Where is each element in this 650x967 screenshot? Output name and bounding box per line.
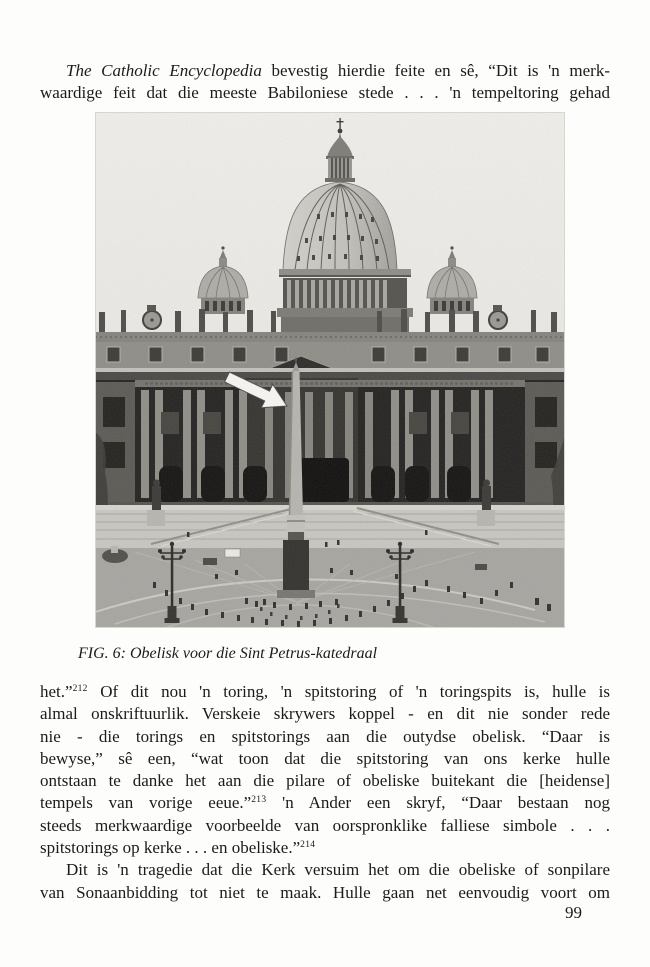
text-line: [40, 60, 610, 82]
text-segment: nie - die torings en spitstorings aan die outydse obelisk. “Daar is: [40, 726, 610, 746]
text-segment: tempels van vorige eeue.”: [40, 793, 252, 813]
text-line: [40, 837, 610, 859]
text-line: [40, 792, 610, 814]
body-paragraph: [40, 859, 610, 904]
text-segment: 'n Ander een skryf, “Daar bestaan nog: [266, 793, 610, 813]
text-segment: van Sonaanbidding tot niet te maak. Hulle gaan net eenvoudig voort om: [40, 882, 610, 902]
text-segment: bevestig hierdie feite en sê, “Dit is 'n merk-: [261, 61, 610, 80]
text-line: [40, 703, 610, 725]
body-text-block: [40, 681, 610, 904]
page-number: 99: [565, 903, 582, 922]
text-line: [40, 748, 610, 770]
figure-caption: FIG. 6: Obelisk voor die Sint Petrus-katedraal: [78, 645, 378, 662]
text-segment: waardige feit dat die meeste Babiloniese stede . . . 'n tempeltoring gehad: [40, 83, 610, 103]
text-segment: The Catholic Encyclopedia: [66, 61, 262, 80]
text-segment: steeds merkwaardige voorbeelde van oorspronklike falliese simbole . . .: [40, 815, 610, 835]
footnote-reference: 214: [300, 840, 316, 851]
grain-overlay: [95, 112, 565, 628]
text-line: [40, 882, 610, 904]
text-line: [40, 726, 610, 748]
text-line: [40, 82, 610, 104]
text-line: [40, 815, 610, 837]
basilica-photo: [95, 112, 565, 628]
text-segment: ontstaan te danke het aan die pilare of obeliske buitekant die [heidense]: [40, 771, 610, 791]
text-segment: Dit is 'n tragedie dat die Kerk versuim het om die obeliske of sonpilare: [66, 860, 610, 880]
text-segment: almal onskriftuurlik. Verskeie skrywers koppel - en dit nie sonder rede: [40, 704, 610, 724]
text-segment: spitstorings op kerke . . . en obeliske.”: [40, 838, 301, 858]
text-segment: het.”: [40, 682, 73, 701]
text-segment: Of dit nou 'n toring, 'n spitstoring of 'n toringspits is, hulle is: [87, 682, 610, 701]
body-paragraph: [40, 681, 610, 859]
text-line: [40, 770, 610, 792]
text-line: [40, 859, 610, 881]
footnote-reference: 213: [251, 795, 267, 806]
footnote-reference: 212: [72, 684, 88, 694]
body-paragraph: [40, 60, 610, 105]
text-segment: bewyse,” sê een, “wat toon dat die spitstoring van ons kerke hulle: [40, 748, 610, 768]
intro-paragraph-block: [40, 60, 610, 105]
text-line: [40, 681, 610, 703]
